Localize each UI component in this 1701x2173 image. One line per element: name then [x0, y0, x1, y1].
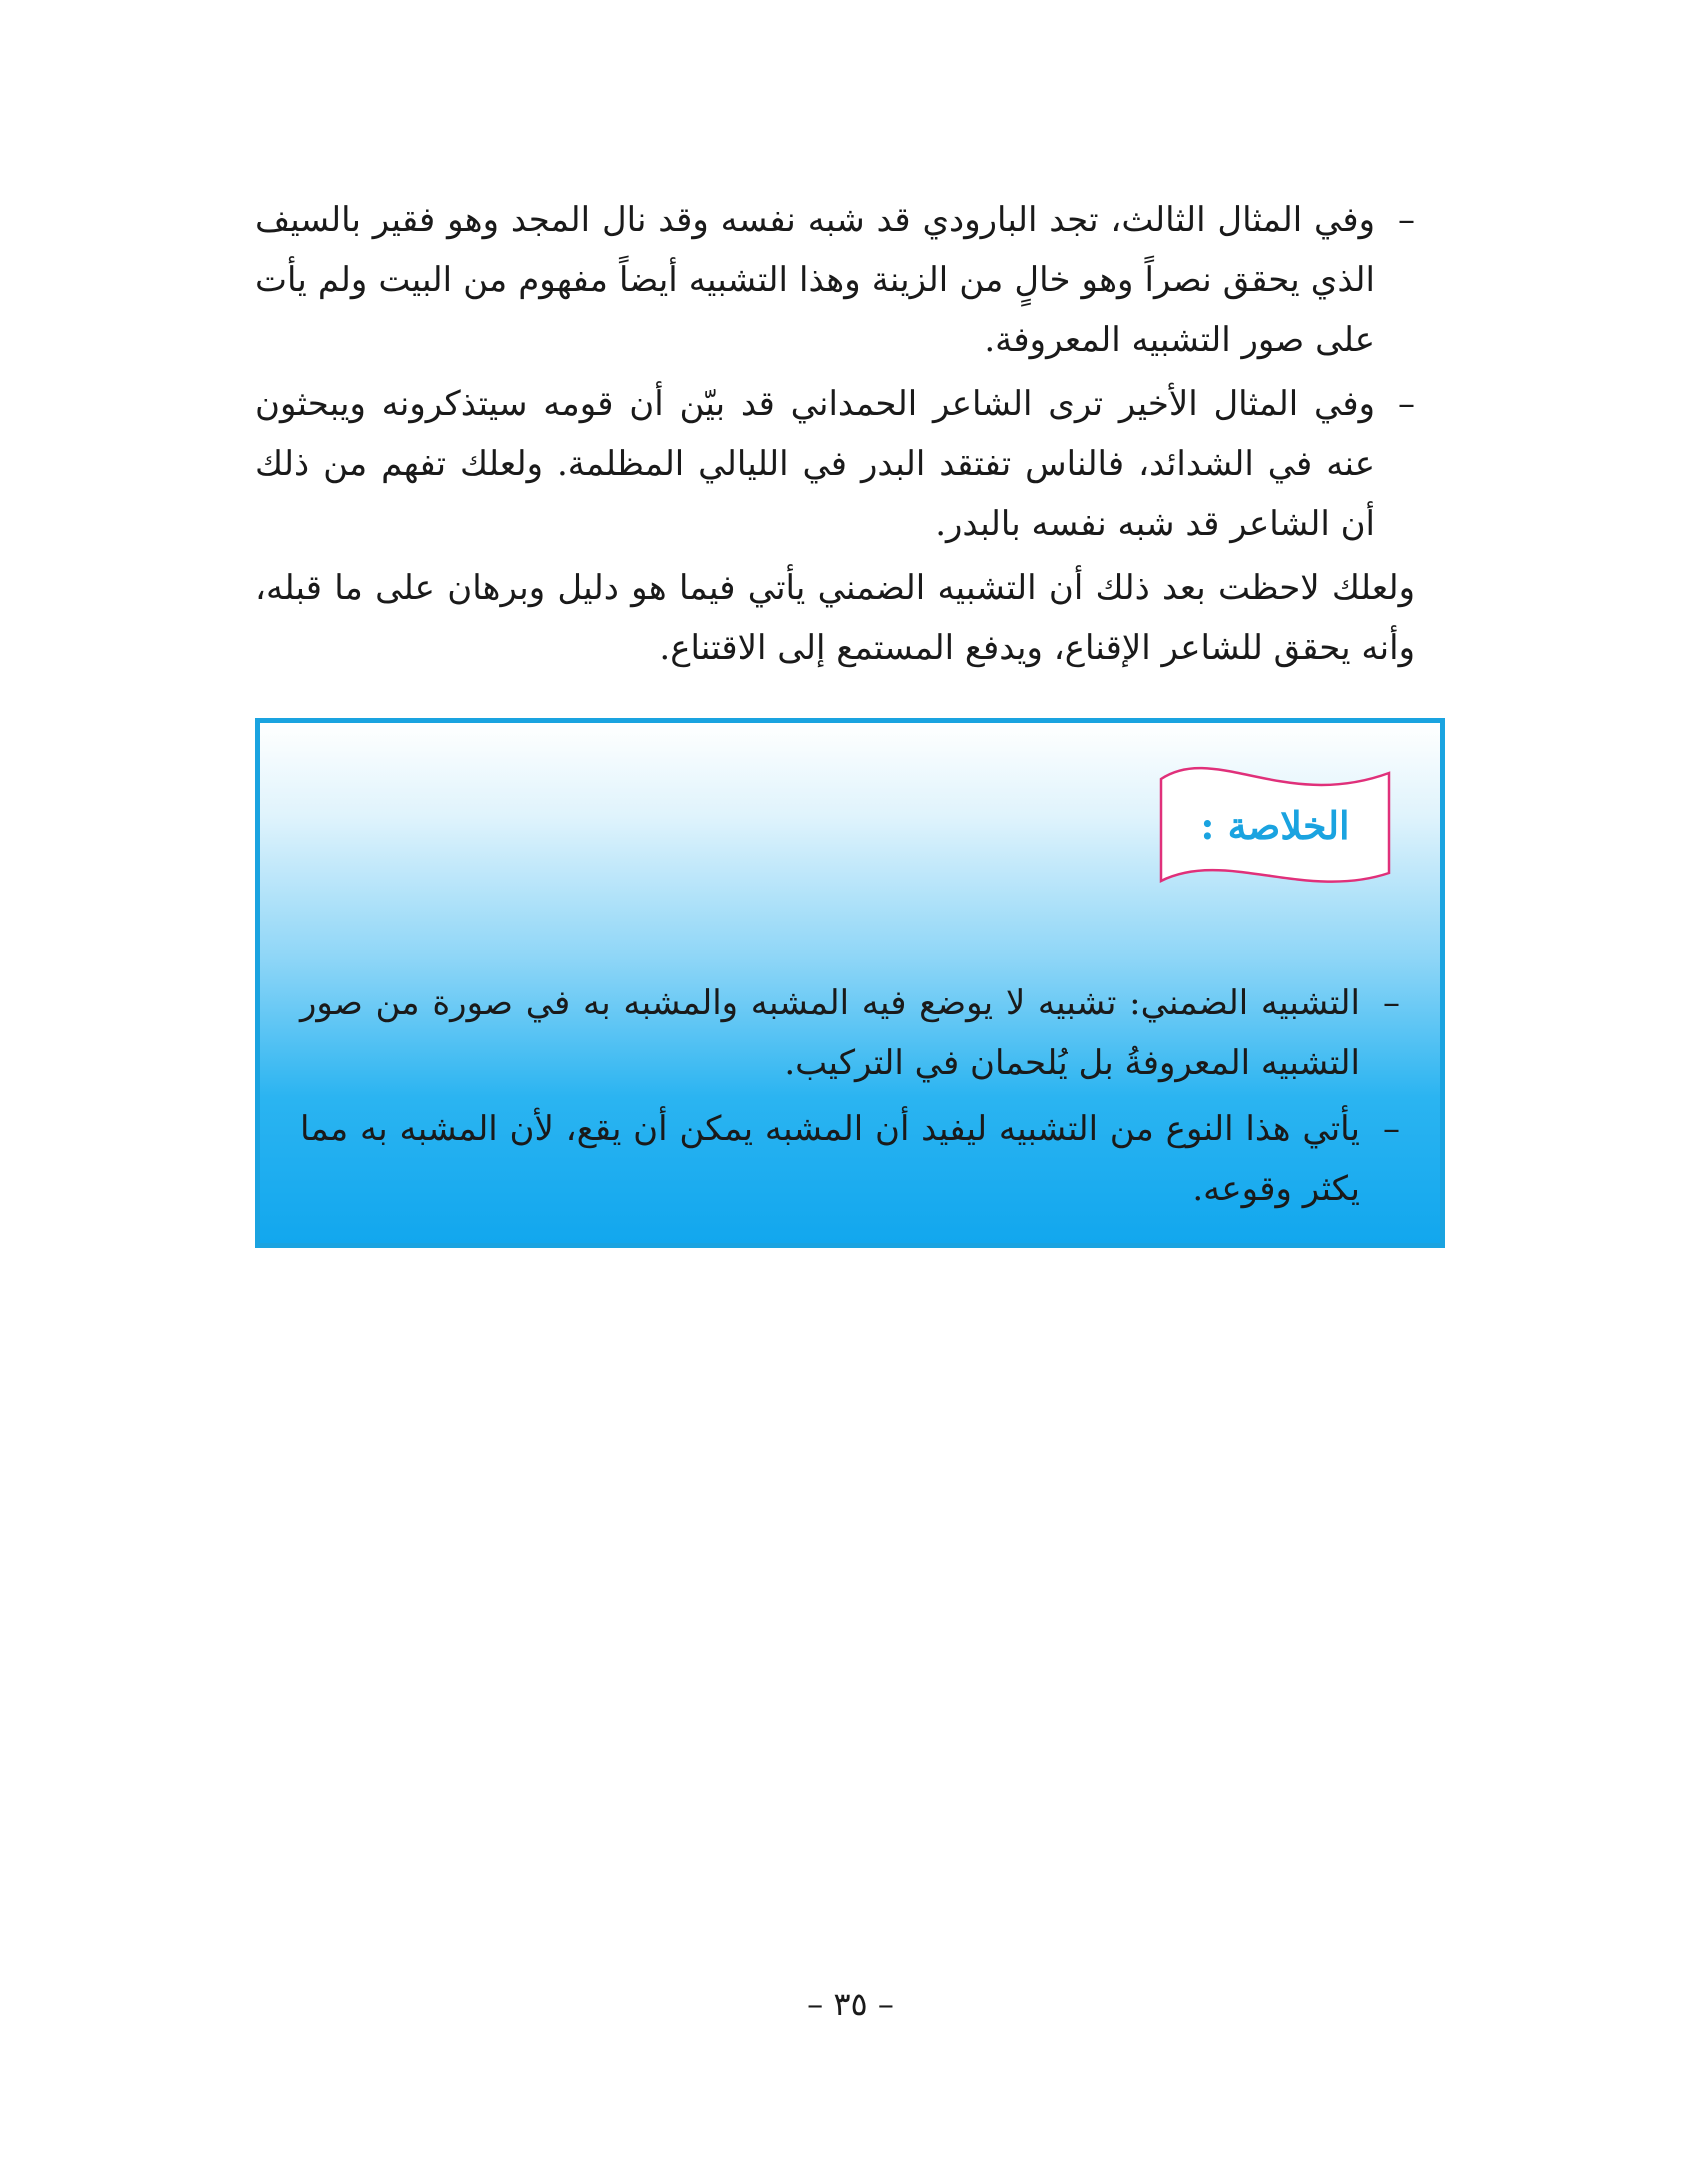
summary-box [255, 718, 1445, 1248]
bullet-dash: – [1383, 1109, 1400, 1149]
paragraph-last-example [255, 374, 1415, 554]
closing-paragraph: ولعلك لاحظت بعد ذلك أن التشبيه الضمني يأتي فيما هو دليل وبرهان على ما قبله، وأنه يحقق للشاعر الإقناع، ويدفع المستمع إلى الاقتناع. [255, 568, 1415, 668]
bullet-dash: – [1398, 200, 1415, 240]
bullet-dash: – [1383, 983, 1400, 1023]
paragraph-text: وفي المثال الثالث، تجد البارودي قد شبه نفسه وقد نال المجد وهو فقير بالسيف الذي يحقق نصراً وهو خالٍ من الزينة وهذا التشبيه أيضاً مفهوم من البيت ولم يأت على صور التشبيه المعروفة. [255, 200, 1375, 360]
page-number: – ٣٥ – [807, 1985, 894, 2023]
summary-item-text: التشبيه الضمني: تشبيه لا يوضع فيه المشبه والمشبه به في صورة من صور التشبيه المعروفةُ بل يُلحمان في التركيب. [300, 983, 1360, 1083]
summary-title: الخلاصة : [1200, 803, 1350, 848]
summary-item-text: يأتي هذا النوع من التشبيه ليفيد أن المشبه يمكن أن يقع، لأن المشبه به مما يكثر وقوعه. [300, 1109, 1360, 1209]
paragraph-text: وفي المثال الأخير ترى الشاعر الحمداني قد بيّن أن قومه سيتذكرونه ويبحثون عنه في الشدائد، فالناس تفتقد البدر في الليالي المظلمة. ولعلك تفهم من ذلك أن الشاعر قد شبه نفسه بالبدر. [255, 384, 1375, 544]
paragraph-third-example [255, 190, 1415, 370]
summary-item [300, 973, 1400, 1093]
body-text [255, 190, 1415, 678]
summary-item [300, 1099, 1400, 1219]
summary-list [300, 973, 1400, 1225]
bullet-dash: – [1398, 384, 1415, 424]
summary-banner [1155, 751, 1395, 901]
